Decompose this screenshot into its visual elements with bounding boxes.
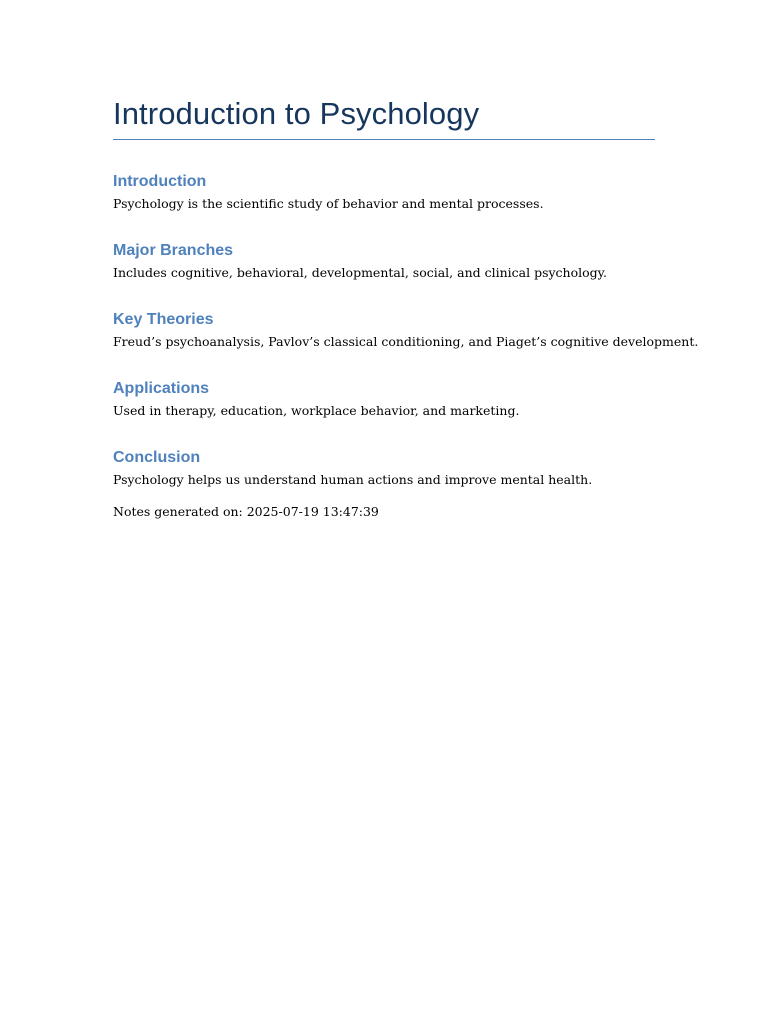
section-key-theories — [113, 310, 699, 350]
section-major-branches — [113, 241, 655, 281]
sections-container — [113, 172, 699, 520]
section-applications — [113, 379, 655, 419]
section-body: Used in therapy, education, workplace behavior, and marketing. — [113, 403, 520, 418]
section-body: Psychology helps us understand human actions and improve mental health. — [113, 472, 593, 487]
document-title: Introduction to Psychology — [113, 96, 480, 131]
section-heading: Conclusion — [113, 449, 201, 466]
generated-timestamp: Notes generated on: 2025-07-19 13:47:39 — [113, 504, 379, 519]
section-heading: Major Branches — [113, 242, 234, 259]
section-body: Psychology is the scientific study of behavior and mental processes. — [113, 196, 544, 211]
section-heading: Applications — [113, 380, 210, 397]
section-introduction — [113, 172, 655, 212]
title-underline — [113, 139, 655, 140]
section-conclusion — [113, 448, 655, 488]
section-heading: Key Theories — [113, 311, 214, 328]
section-body: Includes cognitive, behavioral, developmental, social, and clinical psychology. — [113, 265, 608, 280]
section-body: Freud’s psychoanalysis, Pavlov’s classical conditioning, and Piaget’s cognitive development. — [113, 334, 699, 349]
section-heading: Introduction — [113, 173, 207, 190]
